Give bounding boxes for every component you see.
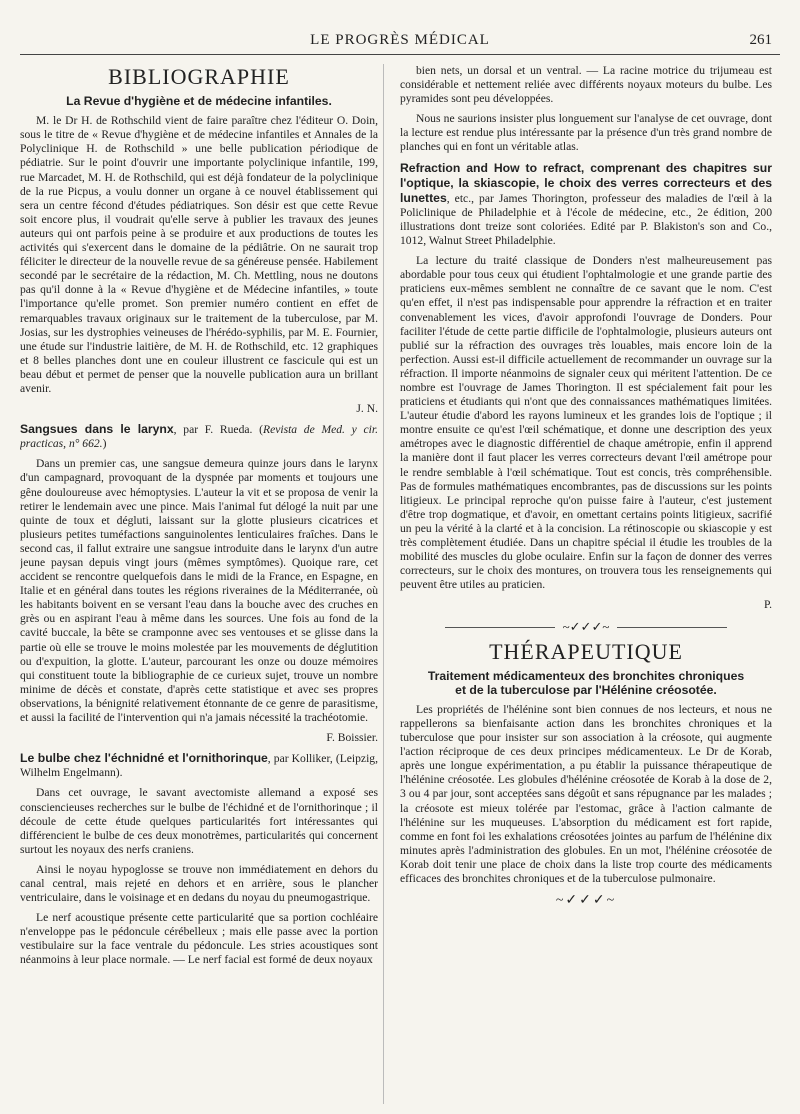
section-title-bibliographie: BIBLIOGRAPHIE	[108, 64, 290, 89]
ornament-divider-2: ~✓✓✓~	[555, 893, 617, 909]
article-signature-refraction: P.	[763, 598, 772, 612]
article-source-sangsues: Revista de Med. y cir. practicas, n° 662.	[20, 423, 378, 451]
article-title-revue: La Revue d'hygiène et de médecine infantiles.	[66, 94, 332, 109]
right-column	[400, 64, 772, 1114]
ornament-rule-right	[617, 627, 727, 628]
article-body-sangsues: Dans un premier cas, une sangsue demeura quinze jours dans le larynx d'un campagnard, provoquant de la dyspnée par moments et toujours une gêne douloureuse avec hémoptysies. L'auteur la vit et se proposa de venir la retirer le lendemain avec une pince. Mais l'animal fut délogé la nuit par une quinte de toux et dégluti, laissant sur la glotte plusieurs cicatrices et plusieurs petites tuméfactions sanguinolentes lenticulaires fraîches. Dans le second cas, il fallut extraire une sangsue introduite dans le larynx d'un autre jeune paysan depuis vingt jours (mêmes symptômes). Quoique rare, cet accident se rencontre quelquefois dans le midi de la France, en Espagne, en Italie et en général dans toutes les régions riveraines de la Méditerranée, où les habitants boivent en se versant l'eau dans la bouche avec des cruches en grès ou en aspirant l'eau à même dans les sources. Une fois au fond de la cavité buccale, la bête se cramponne avec ses ventouses et se glisse dans la partie où elle se trouve le moins molestée par les mouvements de déglutition ou d'expuition, la glotte. L'auteur, parcourant les onze ou douze mémoires qui constituent toute la bibliographie de ce curieux sujet, trouve un nombre minime de décès et constate, d'après cette statistique et avec ses propres observations, la bénignité relativement étonnante de ce genre de parasitisme, et aussi la facilité de l'intervention qui n'a jamais nécessité la trachéotomie.	[20, 457, 378, 725]
article-signature-sangsues: F. Boissier.	[326, 731, 378, 745]
section-title-therapeutique: THÉRAPEUTIQUE	[489, 638, 683, 664]
article-signature-revue: J. N.	[356, 402, 378, 416]
article-body-revue: M. le Dr H. de Rothschild vient de faire paraître chez l'éditeur O. Doin, sous le titre de « Revue d'hygiène et de médecine infantiles et Annales de la Polyclinique H. de Rothschild » une belle publication périodique de pédiatrie. Sur le point d'ouvrir une importante polyclinique infantile, 199, rue Marcadet, M. H. de Rothschild, qui est déjà fondateur de la polyclinique de la rue Picpus, a voulu donner un organe à ce nouvel établissement qui sera un centre fécond d'études pédiatriques. Son désir est que cette Revue soit encore plus, il voudrait qu'elle serve à publier les travaux des jeunes auteurs qui ont parfois peine à se produire et aux productions de toutes les activités qui s'exercent dans le domaine de la pédiâtrie. On ne saurait trop féliciter le directeur de la nouvelle revue de sa généreuse pensée. Habilement secondé par le secrétaire de la rédaction, M. Ch. Mettling, nous ne doutons pas qu'il donne à la « Revue d'hygiène et de Médecine infantiles, » toute l'importance qu'elle promet. Son premier numéro contient en effet de remarquables travaux originaux sur le traitement de la tuberculose, par M. Josias, sur les dystrophies veineuses de l'hérédo-syphilis, par M. E. Fournier, une étude sur l'industrie laitière, de M. H. de Rothschild, etc. 12 graphiques et 8 belles planches dont une en couleur illustrent ce fascicule qui est un beau début et permet de penser que la nouvelle publication aura un brillant avenir.	[20, 114, 378, 395]
ornament-glyph: ~✓✓✓~	[562, 619, 610, 635]
article-body-refraction: La lecture du traité classique de Donders n'est malheureusement pas abordable pour tous ceux qui étudient l'ophtalmologie et une grande partie des praticiens eux-mêmes semblent ne connaître de ce savant que le nom. C'est qu'en effet, il n'est pas indispensable pour apprendre la réfraction et en traiter convenablement les vices, d'avoir approfondi l'ouvrage de Donders. Pour faciliter l'étude de cette partie difficile de l'ophtalmologie, plusieurs auteurs ont publié sur la réfraction des ouvrages très louables, mais encore loin de la perfection. Aussi est-il difficile actuellement de recommander un ouvrage sur la réfraction. Il importe néanmoins de signaler ceux qui méritent l'attention. De ce nombre est l'ouvrage de James Thorington. Il est spécialement fait pour les praticiens et étudiants qui n'ont que des connaissances mathématiques limitées. L'auteur étudie d'abord les rayons lumineux et les grandes lois de l'optique ; il montre ensuite ce qu'est l'œil schématique, et donne une description des yeux amétropes avec le diagnostic différentiel de chaque amétropie, enfin il apprend la manière dont il faut placer les verres correcteurs devant l'œil amétrope pour le rendre semblable à l'œil schématique. Tout est concis, très compréhensible. Pas de formules mathématiques encombrantes, pas de discussions sur les points litigieux. Le principal reproche qu'on puisse faire à l'auteur, c'est justement d'être trop dogmatique, et d'avoir, en omettant certains points litigieux, sacrifié un peu la vérité à la clarté et à la concision. La rétinoscopie ou skiascopie y est très complètement étudiée. Dans un chapitre spécial il étudie les troubles de la mobilité des muscles du globe oculaire. Enfin sur la façon de donner des verres correcteurs, sur le choix des montures, on trouvera tous les renseignements qui peuvent être utiles au praticien.	[400, 254, 772, 592]
page-number: 261	[749, 32, 772, 48]
left-column	[20, 64, 378, 1114]
article-body-bulbe-3: Le nerf acoustique présente cette particularité que sa portion cochléaire n'enveloppe pas le pédoncule cérébelleux ; mais elle passe avec la portion vestibulaire sur la face ventrale du pédoncule. Les stries acoustiques sont néanmoins à leur place normale. — Le nerf facial est formé de deux noyaux	[20, 911, 378, 967]
article-body-bulbe-1: Dans cet ouvrage, le savant avectomiste allemand a exposé ses consciencieuses recherches sur le bulbe de l'échidné et de l'ornithorinque ; il découle de cette étude quelques particularités fort intéressantes qui différencient le bulbe de ces deux monotrèmes, particularités qui concernent surtout les noyaux des nerfs craniens.	[20, 786, 378, 856]
article-body-bulbe-2: Ainsi le noyau hypoglosse se trouve non immédiatement en dehors du canal central, mais rejeté en dehors et en arrière, sous le plancher ventriculaire, dans le voisinage et en dedans du noyau du pneumogastrique.	[20, 862, 378, 905]
article-title-helenine-line2: et de la tuberculose par l'Hélénine créosotée.	[455, 682, 717, 697]
article-body-helenine: Les propriétés de l'hélénine sont bien connues de nos lecteurs, et nous ne rappellerons sa bienfaisante action dans les bronchites chroniques et la tuberculose que pour insister sur son association à la créosote, qui augmente l'action réciproque de ces deux principes médicamenteux. Le Dr de Korab, après une longue expérimentation, a pu établir la puissance thérapeutique de l'hélénine créosotée. Les globules d'hélénine créosotée de Korab à la dose de 2, 3 ou 4 par jour, sont acceptées sans dégoût et sans répugnance par les malades ; la créosote est mieux tolérée par l'estomac, grâce à l'action calmante de l'hélénine sur les muqueuses. L'absorption du médicament est fort rapide, comme en font foi les exhalations créosotées jointes au parfum de l'hélénine dix minutes après l'administration des globules. En un mot, l'hélénine créosotée de Korab doit tenir une place de choix dans la liste trop courte des médicaments efficaces des bronchites chroniques et de la tuberculose pulmonaire.	[400, 702, 772, 885]
article-title-helenine-line1: Traitement médicamenteux des bronchites chroniques	[427, 668, 745, 683]
journal-title: LE PROGRÈS MÉDICAL	[310, 32, 490, 48]
ornament-divider-1	[400, 620, 772, 634]
article-header-sangsues	[20, 422, 378, 451]
article-byline-bulbe: , par Kolliker, (Leipzig, Wilhelm Engelmann).	[20, 752, 378, 780]
article-title-helenine	[400, 669, 772, 697]
article-byline-refraction: , etc., par James Thorington, professeur des maladies de l'œil à la Policlinique de Philadelphie et à l'école de médecine, etc., 2e édition, 200 illustrations dont treize sont coloriées. Edité par P. Blakiston's son and Co., 1012, Walnut Street Philadelphie.	[400, 191, 772, 248]
article-title-sangsues: Sangsues dans le larynx	[20, 422, 174, 437]
article-title-bulbe: Le bulbe chez l'échnidné et l'ornithorinque	[20, 751, 268, 766]
article-body-bulbe-cont-1: bien nets, un dorsal et un ventral. — La racine motrice du trijumeau est considérable et nettement reliée avec différents noyaux moteurs du bulbe. Les pyramides sont peu développées.	[400, 64, 772, 106]
article-byline-sangsues: , par F. Rueda. (	[173, 423, 263, 437]
column-divider	[383, 64, 384, 1104]
article-header-refraction	[400, 161, 772, 249]
page-header	[20, 28, 780, 55]
article-header-bulbe	[20, 751, 378, 780]
ornament-rule-left	[445, 627, 555, 628]
article-body-bulbe-cont-2: Nous ne saurions insister plus longuement sur l'analyse de cet ouvrage, dont la lecture est rendue plus intéressante par la présence d'un très grand nombre de planches qui en font un véritable atlas.	[400, 112, 772, 154]
article-title-refraction: Refraction and How to refract, comprenant des chapitres sur l'optique, la skiascopie, le choix des verres correcteurs et des lunettes	[400, 160, 772, 205]
article-byline-end-sangsues: )	[102, 437, 107, 451]
